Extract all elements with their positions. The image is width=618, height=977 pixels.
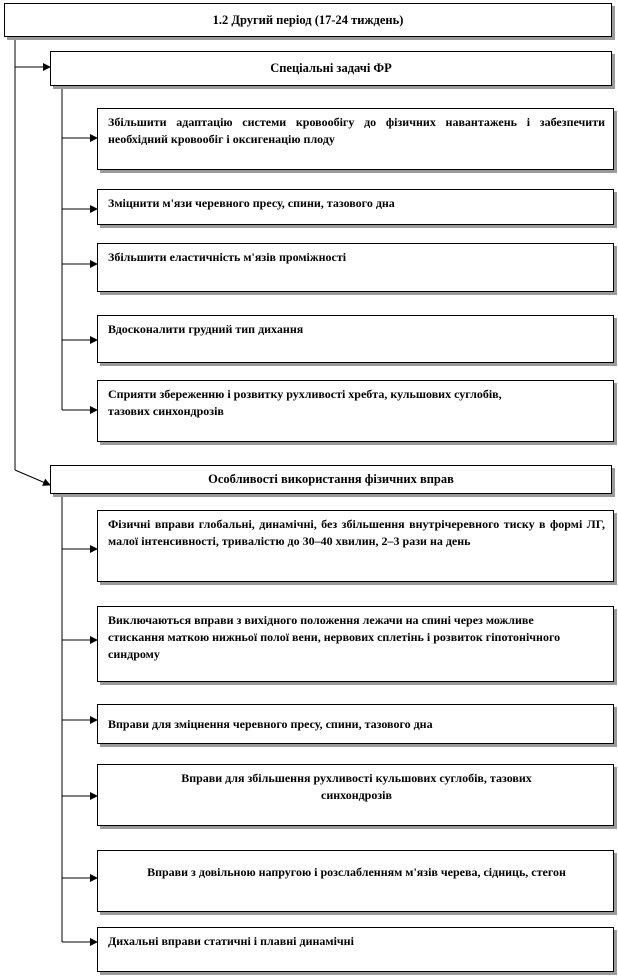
diagram-title xyxy=(4,3,612,37)
task-box xyxy=(97,380,614,442)
section-heading-text: Спеціальні задачі ФР xyxy=(270,61,392,75)
section-heading-special-tasks xyxy=(50,51,612,86)
task-text: Сприяти збереженню і розвитку рухливості хребта, кульшових суглобів, тазових синхондрозів xyxy=(108,387,502,418)
task-box xyxy=(97,108,614,170)
exercise-feature-text: Виключаються вправи з вихідного положення лежачи на спині через можливе стискання маткою нижньої полої вени, нервових сплетінь і розвиток гіпотонічного синдрому xyxy=(108,613,561,661)
section-heading-text: Особливості використання фізичних вправ xyxy=(208,472,454,486)
exercise-feature-box xyxy=(97,927,614,972)
diagram-title-text: 1.2 Другий період (17-24 тиждень) xyxy=(212,12,404,27)
section-heading-exercise-features xyxy=(50,465,612,494)
task-box xyxy=(97,189,614,225)
exercise-feature-text: Вправи з довільною напругою і розслабленням м'язів черева, сідниць, стегон xyxy=(147,865,566,879)
task-text: Вдосконалити грудний тип дихання xyxy=(108,322,304,336)
task-box xyxy=(97,243,614,292)
task-text: Збільшити еластичність м'язів проміжності xyxy=(108,250,347,264)
exercise-feature-text: Вправи для зміцнення черевного пресу, спини, тазового дна xyxy=(108,717,433,731)
exercise-feature-box xyxy=(97,764,614,826)
task-text: Зміцнити м'язи черевного пресу, спини, тазового дна xyxy=(108,196,395,210)
exercise-feature-box xyxy=(97,606,614,682)
exercise-feature-box xyxy=(97,704,614,744)
exercise-feature-text: Дихальні вправи статичні і плавні динамічні xyxy=(108,934,354,948)
exercise-feature-text: Вправи для збільшення рухливості кульшових суглобів, тазових синхондрозів xyxy=(181,771,532,802)
exercise-feature-box xyxy=(97,510,614,582)
task-text: Збільшити адаптацію системи кровообігу до фізичних навантажень і забезпечити необхідний кровообіг і оксигенацію плоду xyxy=(108,115,605,146)
exercise-feature-text: Фізичні вправи глобальні, динамічні, без збільшення внутрічеревного тиску в формі ЛГ, малої інтенсивності, тривалістю до 30–40 хвилин, 2–3 рази на день xyxy=(108,517,605,548)
exercise-feature-box xyxy=(97,850,614,912)
task-box xyxy=(97,315,614,363)
